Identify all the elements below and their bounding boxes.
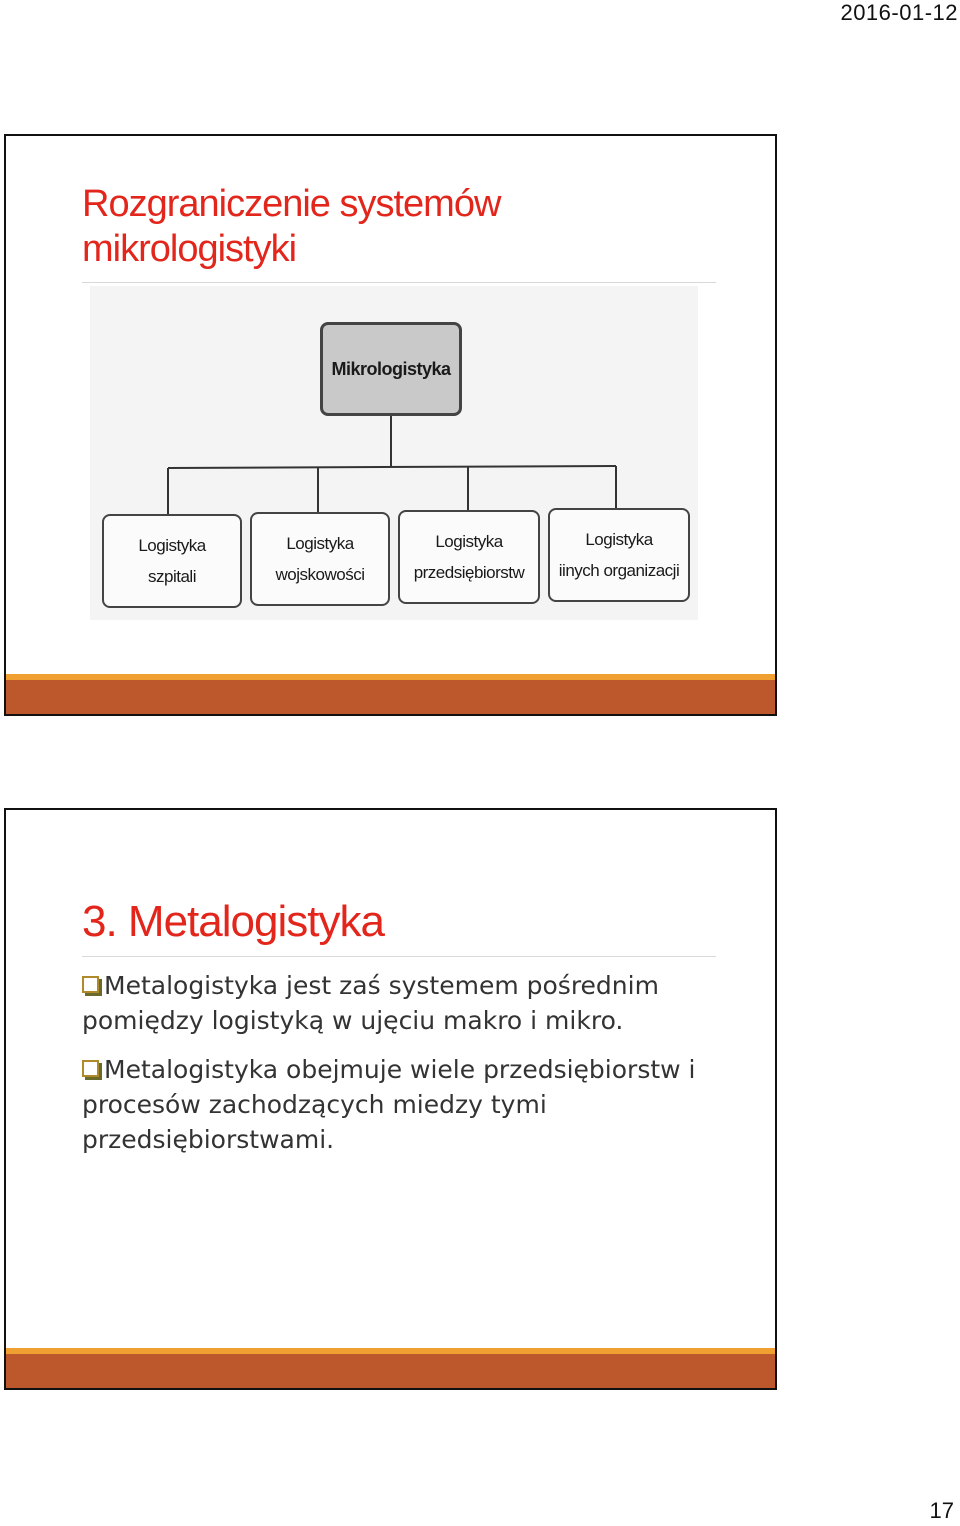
node-child-4 [548, 508, 690, 602]
title-divider [82, 282, 716, 283]
title-line-2: mikrologistyki [82, 228, 297, 270]
node-child-2-line2: wojskowości [275, 565, 365, 584]
node-child-3 [398, 510, 540, 604]
title-line-1: Rozgraniczenie systemów [82, 183, 501, 225]
checkbox-bullet-icon [82, 976, 99, 993]
slide-footer-band [6, 1348, 775, 1388]
node-child-1-line2: szpitali [148, 567, 196, 586]
slide-title: 3. Metalogistyka [82, 897, 384, 946]
node-child-4-line2: iinych organizacji [558, 561, 680, 580]
bullet-list [82, 968, 762, 1171]
slide-mikrologistyka [4, 134, 777, 716]
bullet-text: Metalogistyka jest zaś systemem pośrednim pomiędzy logistyką w ujęciu makro i mikro. [82, 971, 659, 1035]
node-child-2 [250, 512, 390, 606]
bullet-item [82, 968, 762, 1038]
node-child-3-line2: przedsiębiorstw [413, 563, 525, 582]
node-child-3-line1: Logistyka [435, 532, 503, 551]
bullet-text: Metalogistyka obejmuje wiele przedsiębiorstw i procesów zachodzących miedzy tymi przedsiębiorstwami. [82, 1055, 696, 1154]
slide-footer-band [6, 674, 775, 714]
node-root [320, 322, 462, 416]
horizontal-connector [168, 466, 616, 468]
slide-title [82, 182, 702, 272]
org-diagram [90, 286, 698, 620]
header-date: 2016-01-12 [840, 0, 958, 25]
bullet-item [82, 1052, 762, 1157]
node-child-1-line1: Logistyka [138, 536, 206, 555]
node-child-4-line1: Logistyka [585, 530, 653, 549]
node-root-label: Mikrologistyka [331, 358, 451, 379]
node-child-1 [102, 514, 242, 608]
node-child-2-line1: Logistyka [286, 534, 354, 553]
checkbox-bullet-icon [82, 1060, 99, 1077]
title-divider [82, 956, 716, 957]
page-number: 17 [929, 1498, 954, 1523]
slide-metalogistyka [4, 808, 777, 1390]
